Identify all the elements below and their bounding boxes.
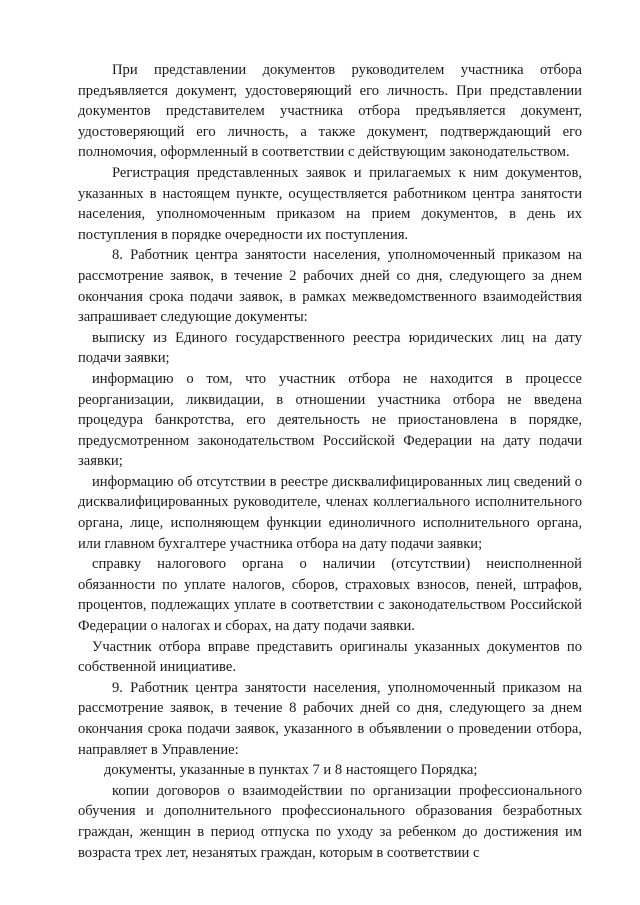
paragraph-documents-presentation: При представлении документов руководителем участника отбора предъявляется документ, удостоверяющий его личность. При представлении документов представителем участника отбора предъявляется документ, удостоверяющий его личность, а также документ, подтверждающий его полномочия, оформленный в соответствии с действующим законодательством. [78,62,582,161]
paragraph-registration: Регистрация представленных заявок и прилагаемых к ним документов, указанных в настоящем пункте, осуществляется работником центра занятости населения, уполномоченным приказом на прием документов, в день их поступления в порядке очередности их поступления. [78,164,582,243]
paragraph-originals-right: Участник отбора вправе представить оригиналы указанных документов по собственной инициативе. [78,638,582,676]
paragraph-item-8: 8. Работник центра занятости населения, уполномоченный приказом на рассмотрение заявок, в течение 2 рабочих дней со дня, следующего за днем окончания срока подачи заявок, в рамках межведомственного взаимодействия запрашивает следующие документы: [78,247,582,326]
document-body [78,60,582,863]
list-item-egrul-extract: выписку из Единого государственного реестра юридических лиц на дату подачи заявки; [78,329,582,367]
list-item-tax-certificate: справку налогового органа о наличии (отсутствии) неисполненной обязанности по уплате налогов, сборов, страховых взносов, пеней, штрафов, процентов, подлежащих уплате в соответствии с законодательством Российской Федерации о налогах и сборах, на дату подачи заявки. [78,556,582,635]
paragraph-item-9: 9. Работник центра занятости населения, уполномоченный приказом на рассмотрение заявок, в течение 8 рабочих дней со дня, следующего за днем окончания срока подачи заявок, указанного в объявлении о проведении отбора, направляет в Управление: [78,679,582,758]
list-item-documents-7-8: документы, указанные в пунктах 7 и 8 настоящего Порядка; [104,762,478,779]
list-item-reorganization-info: информацию о том, что участник отбора не находится в процессе реорганизации, ликвидации, в отношении участника отбора не введена процедура банкротства, его деятельность не приостановлена в порядке, предусмотренном законодательством Российской Федерации на дату подачи заявки; [78,370,582,470]
list-item-disqualified-persons-info: информацию об отсутствии в реестре дисквалифицированных лиц сведений о дисквалифицированных руководителе, членах коллегиального исполнительного органа, лице, исполняющем функции единоличного исполнительного органа, или главном бухгалтере участника отбора на дату подачи заявки; [78,473,582,552]
list-item-contracts-copies: копии договоров о взаимодействии по организации профессионального обучения и дополнительного профессионального образования безработных граждан, женщин в период отпуска по уходу за ребенком до достижения им возраста трех лет, незанятых граждан, которым в соответствии с [78,782,582,861]
